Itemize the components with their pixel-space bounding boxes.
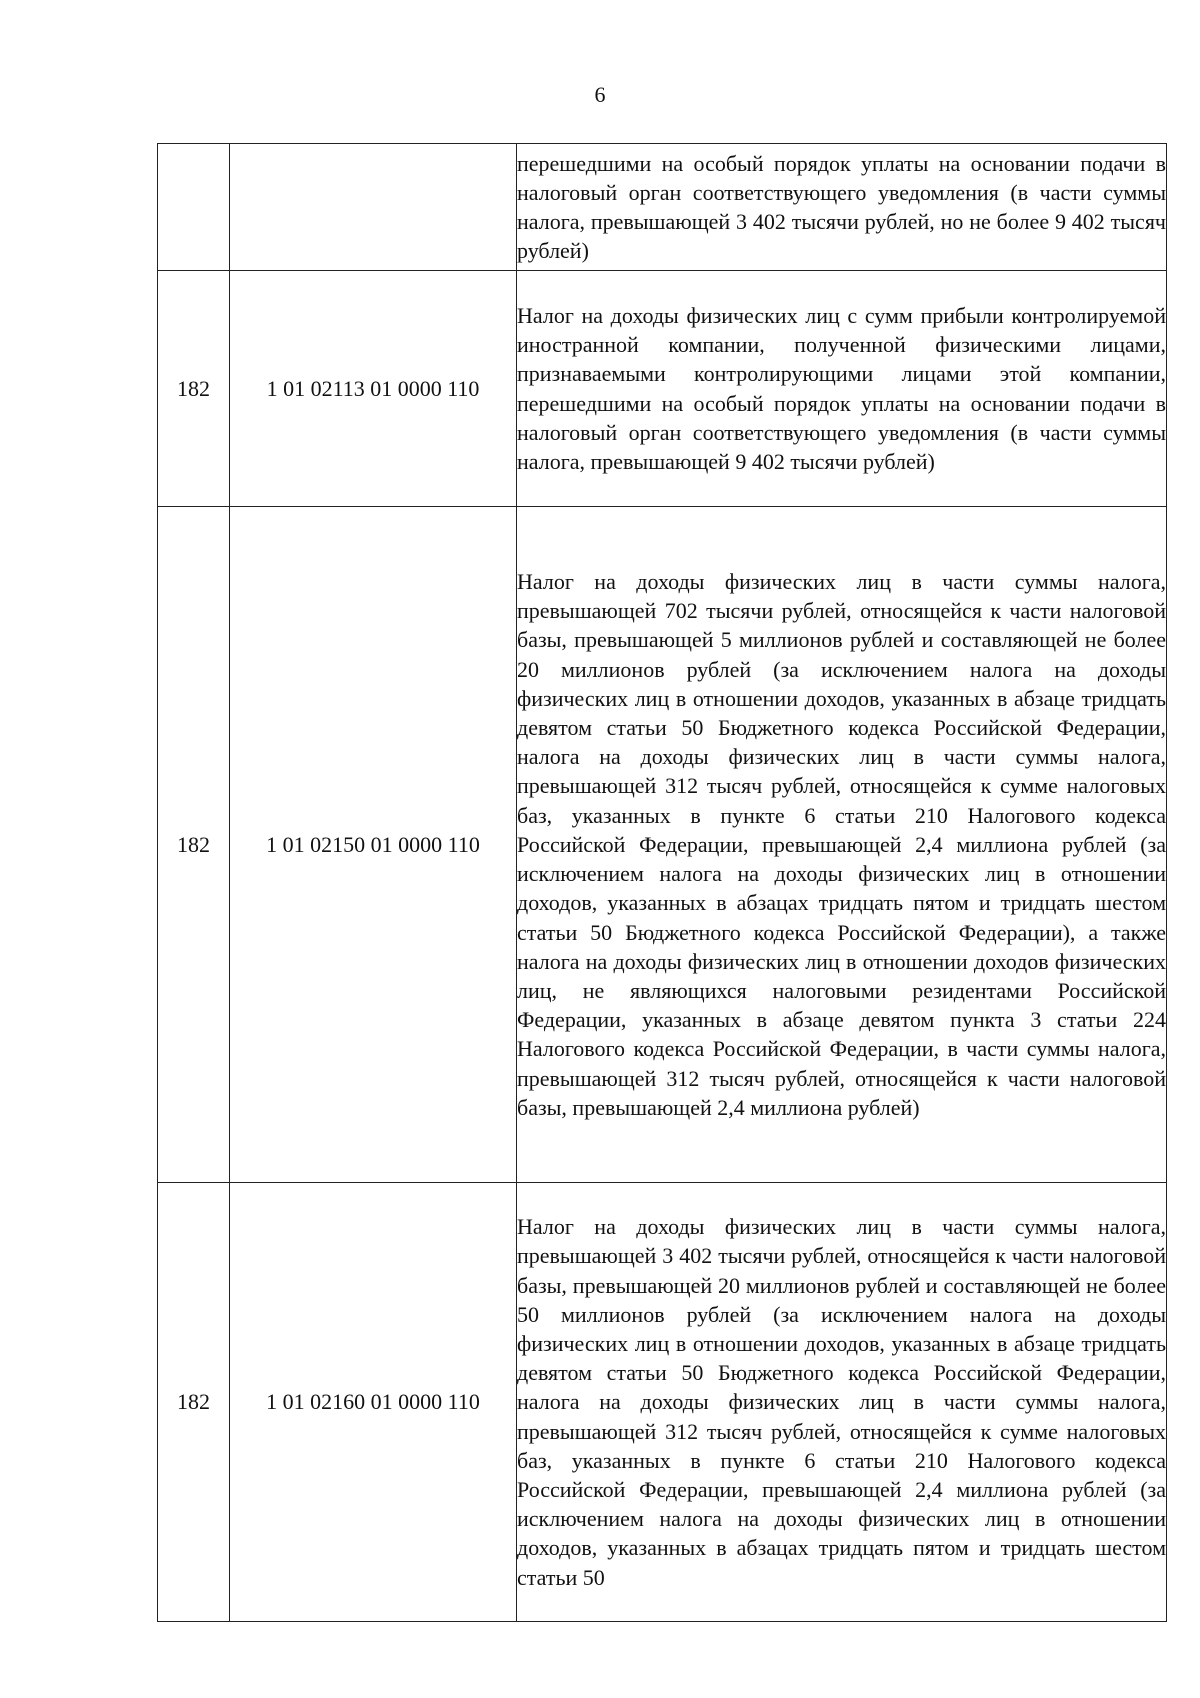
description-cell — [517, 271, 1167, 507]
income-codes-table — [157, 143, 1167, 1622]
table-row — [158, 144, 1167, 271]
table-row — [158, 271, 1167, 507]
admin-code-cell — [158, 144, 230, 271]
admin-code-cell: 182 — [158, 271, 230, 507]
description-cell — [517, 144, 1167, 271]
admin-code-cell: 182 — [158, 507, 230, 1183]
description-cell — [517, 1183, 1167, 1622]
kbk-code-cell — [230, 144, 517, 271]
description-text: Налог на доходы физических лиц с сумм прибыли контролируемой иностранной компании, полученной физическими лицами, признаваемыми контролирующими лицами этой компании, перешедшими на особый порядок уплаты на основании подачи в налоговый орган соответствующего уведомления (в части суммы налога, превышающей 9 402 тысячи рублей) — [517, 302, 1166, 474]
table-row — [158, 507, 1167, 1183]
description-cell — [517, 507, 1167, 1183]
kbk-code-cell: 1 01 02160 01 0000 110 — [230, 1183, 517, 1622]
page-number: 6 — [594, 82, 606, 107]
admin-code-cell: 182 — [158, 1183, 230, 1622]
kbk-code-cell: 1 01 02150 01 0000 110 — [230, 507, 517, 1183]
description-text: перешедшими на особый порядок уплаты на основании подачи в налоговый орган соответствующего уведомления (в части суммы налога, превышающей 3 402 тысячи рублей, но не более 9 402 тысяч рублей) — [517, 150, 1166, 264]
description-text: Налог на доходы физических лиц в части суммы налога, превышающей 3 402 тысячи рублей, относящейся к части налоговой базы, превышающей 20 миллионов рублей и составляющей не более 50 миллионов рублей (за исключением налога на доходы физических лиц в отношении доходов, указанных в абзаце тридцать девятом статьи 50 Бюджетного кодекса Российской Федерации, налога на доходы физических лиц в части суммы налога, превышающей 312 тысяч рублей, относящейся к сумме налоговых баз, указанных в пункте 6 статьи 210 Налогового кодекса Российской Федерации, превышающей 2,4 миллиона рублей (за исключением налога на доходы физических лиц в отношении доходов, указанных в абзацах тридцать пятом и тридцать шестом статьи 50 — [517, 1214, 1166, 1590]
kbk-code-cell: 1 01 02113 01 0000 110 — [230, 271, 517, 507]
table-row — [158, 1183, 1167, 1622]
description-text: Налог на доходы физических лиц в части суммы налога, превышающей 702 тысячи рублей, относящейся к части налоговой базы, превышающей 5 миллионов рублей и составляющей не более 20 миллионов рублей (за исключением налога на доходы физических лиц в отношении доходов, указанных в абзаце тридцать девятом статьи 50 Бюджетного кодекса Российской Федерации, налога на доходы физических лиц в части суммы налога, превышающей 312 тысяч рублей, относящейся к сумме налоговых баз, указанных в пункте 6 статьи 210 Налогового кодекса Российской Федерации, превышающей 2,4 миллиона рублей (за исключением налога на доходы физических лиц в отношении доходов, указанных в абзацах тридцать пятом и тридцать шестом статьи 50 Бюджетного кодекса Российской Федерации), а также налога на доходы физических лиц в отношении доходов физических лиц, не являющихся налоговыми резидентами Российской Федерации, указанных в абзаце девятом пункта 3 статьи 224 Налогового кодекса Российской Федерации, в части суммы налога, превышающей 312 тысяч рублей, относящейся к части налоговой базы, превышающей 2,4 миллиона рублей) — [517, 569, 1166, 1120]
